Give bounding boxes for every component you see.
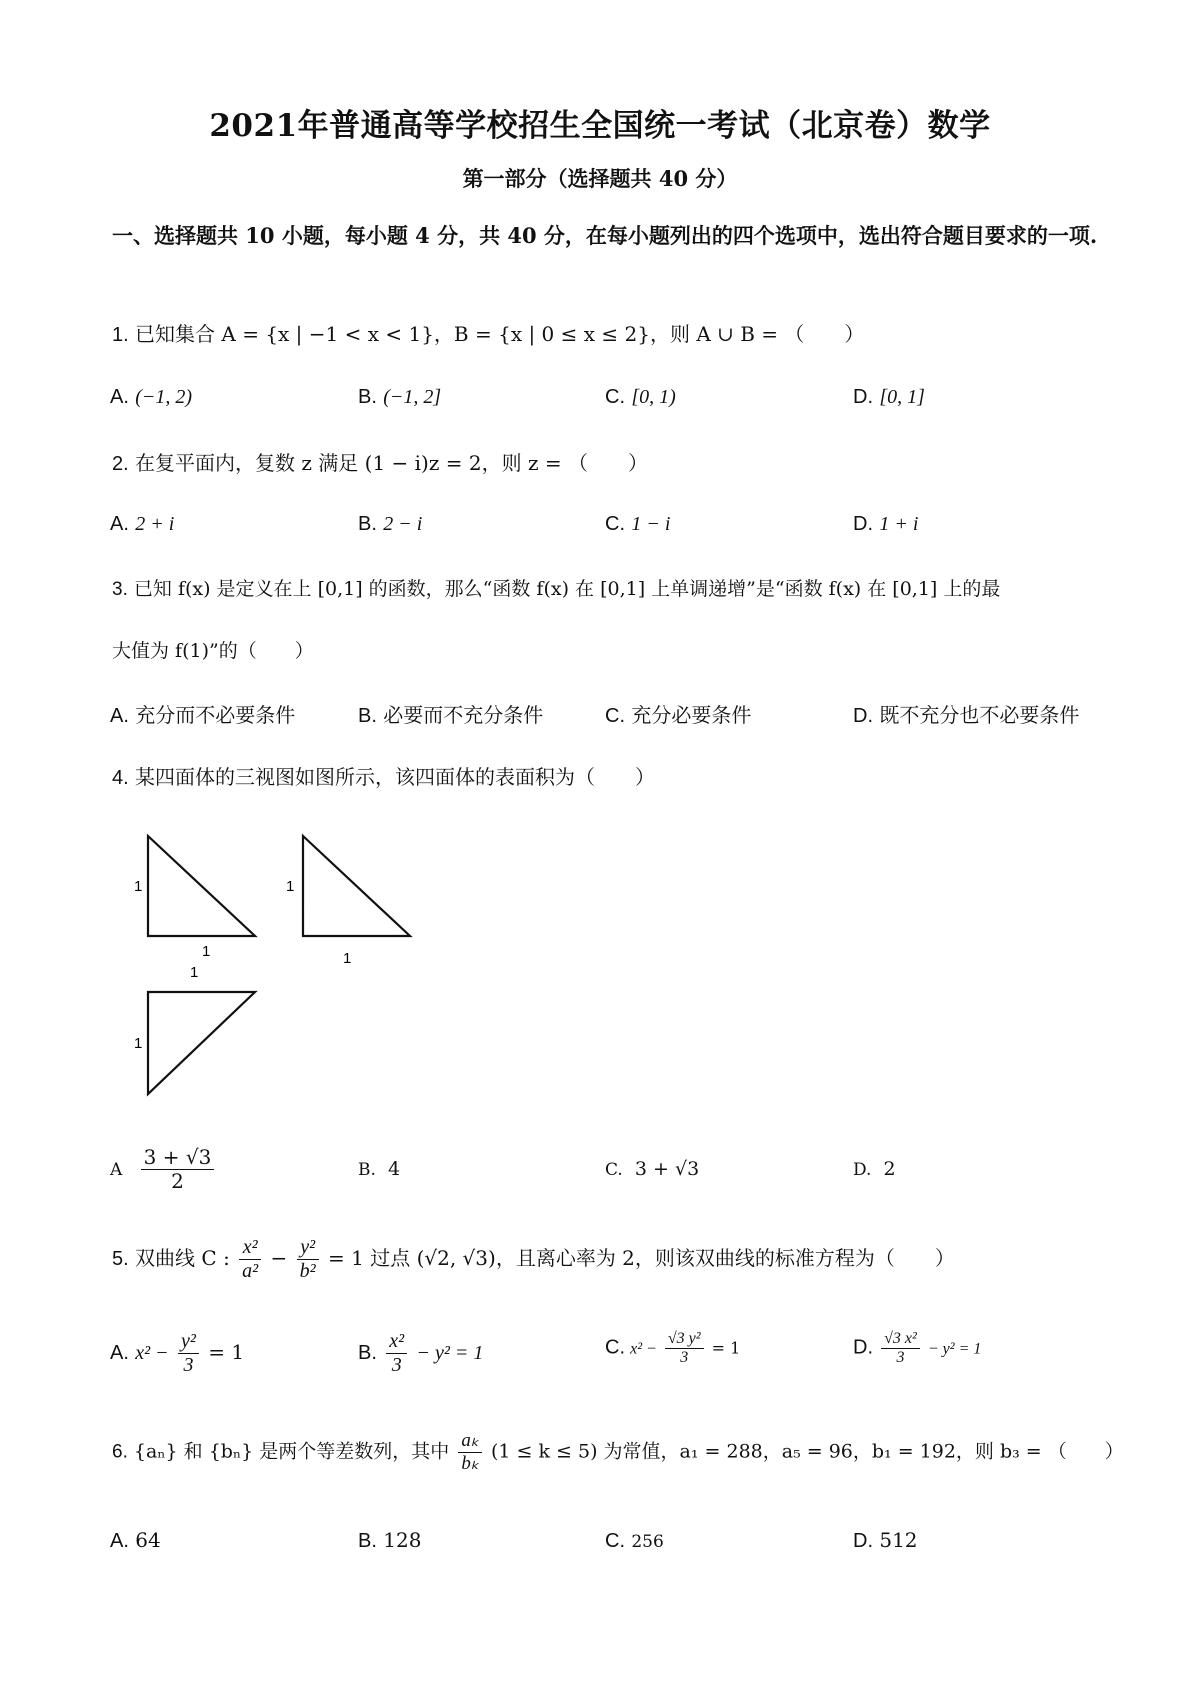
q2-option-a[interactable]: A. 2 + i [110,513,175,535]
q3-option-a[interactable]: A. 充分而不必要条件 [110,703,296,727]
part-heading: 第一部分（选择题共 40 分） [462,166,738,191]
side-view-side-label: 1 [286,878,295,895]
question-6: 6. {aₙ} 和 {bₙ} 是两个等差数列，其中 $\frac{\text{aₖ}}{\text{bₖ}}$ (1 ≤ k ≤ 5) 为常值，a₁ = 288，a₅ = 96，b₁ = 192，则 b₃ = （ ） [112,1430,1124,1474]
q1-option-b[interactable]: B. (−1, 2] [358,386,442,408]
q6-option-a[interactable]: A. 64 [110,1528,161,1552]
q5-option-a[interactable]: A. x² − $\frac{\text{y²}}{3}$ = 1 [110,1330,245,1376]
q1-option-c[interactable]: C. [0, 1) [605,386,676,408]
exam-title: 2021年普通高等学校招生全国统一考试（北京卷）数学 [209,108,991,144]
q6-option-b[interactable]: B. 128 [358,1528,422,1552]
three-view-figure [120,820,430,1110]
section-instructions: 一、选择题共 10 小题，每小题 4 分，共 40 分，在每小题列出的四个选项中，选出符合题目要求的一项. [112,223,1098,248]
q1-option-a[interactable]: A. (−1, 2) [110,386,193,408]
question-3: 3. 已知 f(x) 是定义在上 [0,1] 的函数，那么“函数 f(x) 在 [0,1] 上单调递增”是“函数 f(x) 在 [0,1] 上的最 [112,578,1001,600]
q6-option-c[interactable]: C. 256 [605,1530,664,1552]
q2-option-c[interactable]: C. 1 − i [605,513,671,535]
q4-option-d[interactable]: D. 2 [853,1158,896,1180]
question-3-line1: 已知 f(x) 是定义在上 [0,1] 的函数，那么“函数 f(x) 在 [0,1] 上单调递增”是“函数 f(x) 在 [0,1] 上的最 [133,578,1001,600]
q3-option-b[interactable]: B. 必要而不充分条件 [358,703,544,727]
side-view-base-label: 1 [343,950,352,967]
side-view-triangle [303,836,410,936]
q5-option-c[interactable]: C. x² − $\frac{\text{√3 y²}}{3}$ = 1 [605,1330,741,1367]
q5-option-d[interactable]: D. $\frac{\text{√3 x²}}{3}$ − y² = 1 [853,1330,982,1367]
q4-option-a[interactable]: A $\frac{3 + √3}{2}$ [110,1146,217,1193]
question-4-text: 某四面体的三视图如图所示，该四面体的表面积为（ ） [135,765,656,789]
q4-option-b[interactable]: B. 4 [358,1158,401,1180]
question-4: 4. 某四面体的三视图如图所示，该四面体的表面积为（ ） [112,765,656,789]
question-1: 1. 已知集合 A = {x | −1 < x < 1}，B = {x | 0 ≤ x ≤ 2}，则 A ∪ B = （ ） [112,322,865,346]
question-3-line2: 大值为 f(1)”的（ ） [112,640,314,662]
q3-option-c[interactable]: C. 充分必要条件 [605,703,752,727]
q2-option-b[interactable]: B. 2 − i [358,513,423,535]
top-view-side-label: 1 [134,1035,143,1052]
q3-option-d[interactable]: D. 既不充分也不必要条件 [853,703,1080,727]
front-view-base-label: 1 [202,943,211,960]
q4-option-c[interactable]: C. 3 + √3 [605,1158,700,1180]
question-1-text: 已知集合 A = {x | −1 < x < 1}，B = {x | 0 ≤ x ≤ 2}，则 A ∪ B = （ ） [135,322,865,346]
front-view-side-label: 1 [134,878,143,895]
question-5: 5. 双曲线 C : $\frac{\text{x²}}{\text{a²}}$ − $\frac{\text{y²}}{\text{b²}}$ = 1 过点 (√2, √3)，且离心率为 2，则该双曲线的标准方程为（ ） [112,1236,955,1282]
top-view-triangle [148,992,255,1094]
q5-option-b[interactable]: B. $\frac{\text{x²}}{3}$ − y² = 1 [358,1330,484,1376]
question-2-text: 在复平面内，复数 z 满足 (1 − i)z = 2，则 z = （ ） [135,451,648,475]
question-2: 2. 在复平面内，复数 z 满足 (1 − i)z = 2，则 z = （ ） [112,451,648,475]
top-view-top-label: 1 [190,964,199,981]
q1-option-d[interactable]: D. [0, 1] [853,386,925,408]
front-view-triangle [148,836,255,936]
q6-option-d[interactable]: D. 512 [853,1528,918,1552]
q2-option-d[interactable]: D. 1 + i [853,513,919,535]
